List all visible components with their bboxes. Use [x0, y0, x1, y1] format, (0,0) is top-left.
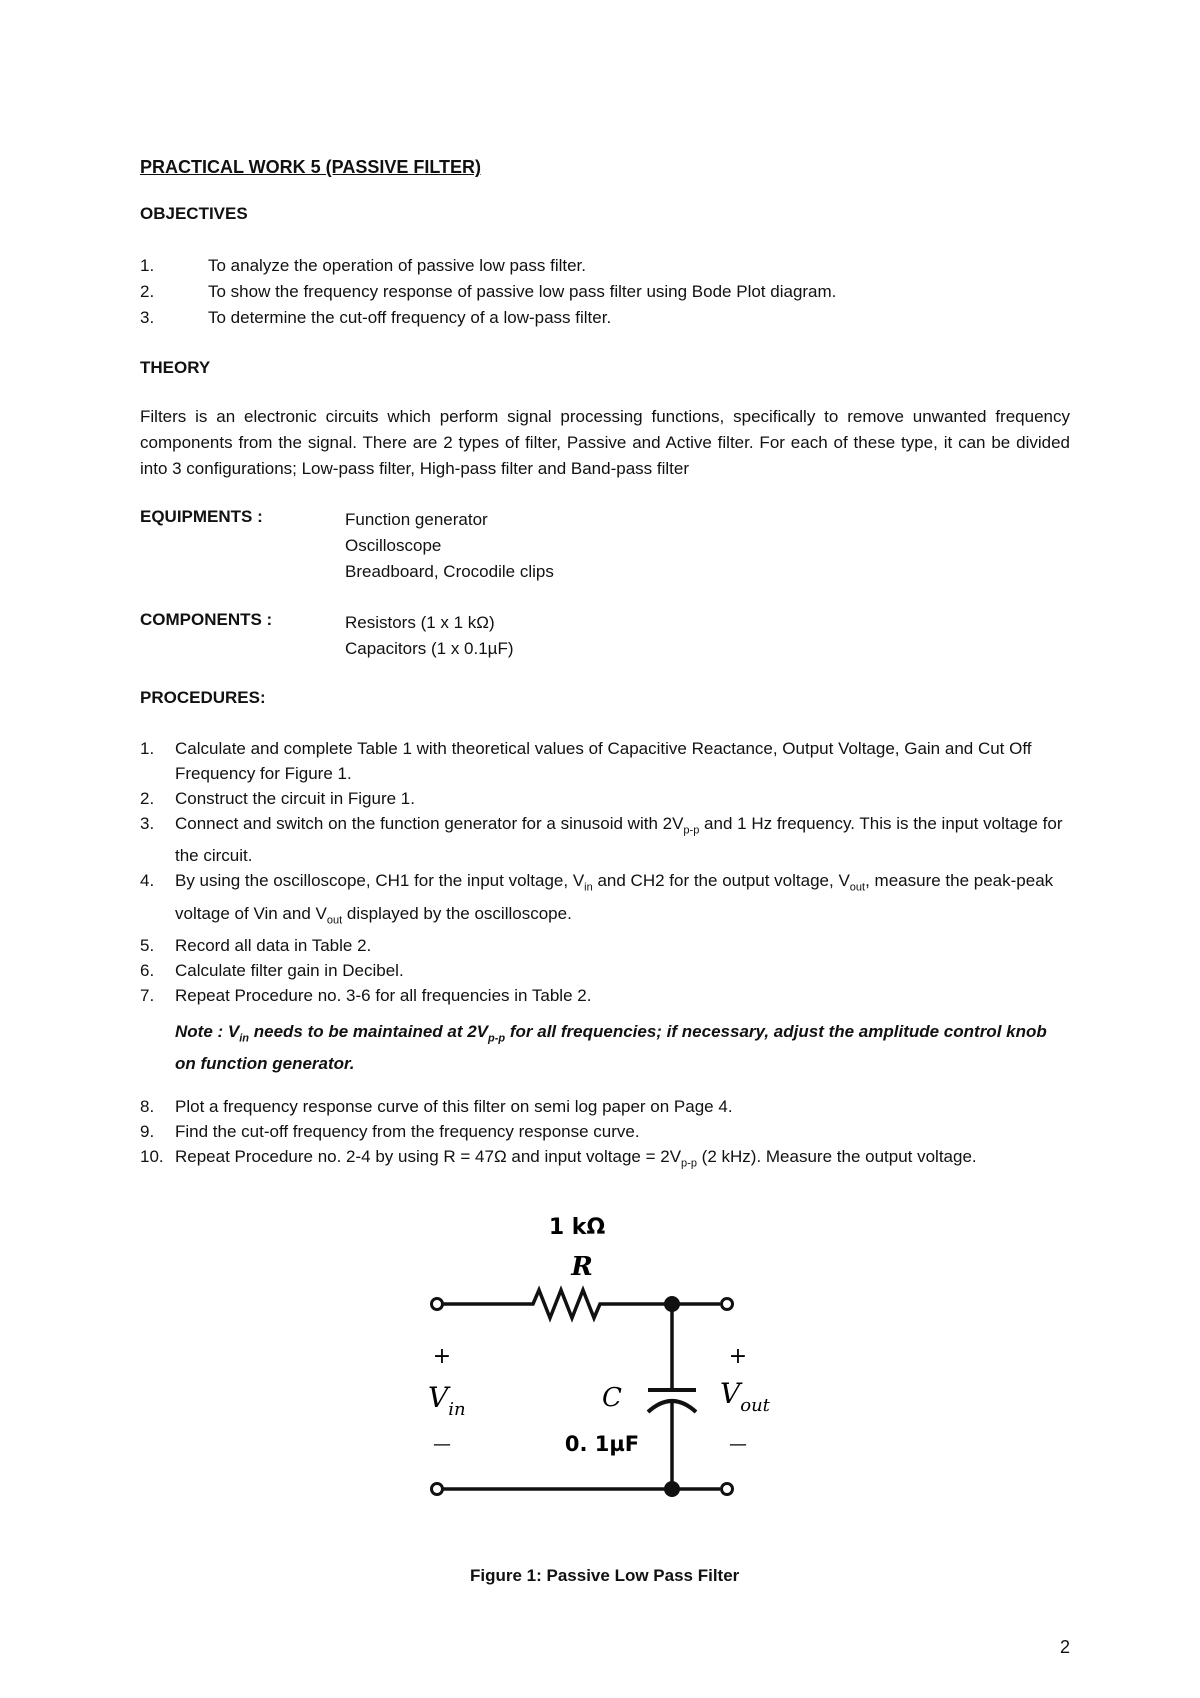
procedure-text: Record all data in Table 2. — [175, 936, 372, 956]
objective-item — [140, 256, 1040, 282]
vin-plus-sign: + — [432, 1344, 452, 1369]
objective-number: 1. — [140, 256, 155, 275]
procedure-text: Calculate and complete Table 1 with theoretical values of Capacitive Reactance, Output Voltage, Gain and Cut Off Frequency for Figure 1. — [175, 739, 1032, 783]
procedure-item — [140, 786, 1070, 811]
procedures-heading: PROCEDURES: — [140, 688, 266, 707]
objective-number: 2. — [140, 282, 155, 301]
vout-minus-sign: — — [729, 1434, 747, 1455]
procedure-item — [140, 983, 1070, 1008]
theory-heading: THEORY — [140, 358, 211, 377]
procedure-item — [140, 933, 1070, 958]
procedures-list-b — [140, 1094, 1080, 1176]
procedure-text: Construct the circuit in Figure 1. — [175, 789, 415, 808]
procedure-item — [140, 736, 1070, 786]
equipment-item: Oscilloscope — [345, 536, 442, 555]
resistor-value-label: 1 kΩ — [548, 1215, 606, 1240]
input-terminal-top — [432, 1299, 443, 1310]
objective-item — [140, 282, 1040, 308]
procedure-number: 4. — [140, 871, 155, 891]
procedure-text: Repeat Procedure no. 3-6 for all frequencies in Table 2. — [175, 986, 592, 1006]
component-item: Capacitors (1 x 0.1µF) — [345, 639, 514, 658]
procedure-number: 1. — [140, 739, 155, 758]
procedure-number: 9. — [140, 1122, 155, 1141]
objective-item — [140, 308, 1040, 334]
procedure-note: Note : $V_{in}$ needs to be maintained at $2V_{p-p}$ for all frequencies; if necessary, adjust the amplitude control knob on function generator. — [175, 1022, 1047, 1074]
procedure-item — [140, 1144, 1080, 1176]
figure-caption: Figure 1: Passive Low Pass Filter — [470, 1566, 740, 1585]
component-item: Resistors (1 x 1 kΩ) — [345, 613, 495, 632]
low-pass-filter-circuit — [420, 1200, 820, 1520]
theory-paragraph: Filters is an electronic circuits which perform signal processing functions, specifically to remove unwanted frequency components from the signal. There are 2 types of filter, Passive and Active filter. For each of these type, it can be divided into 3 configurations; Low-pass filter, High-pass filter and Band-pass filter — [140, 407, 1070, 478]
procedure-text: Plot a frequency response curve of this filter on semi log paper on Page 4. — [175, 1097, 733, 1116]
procedure-number: 2. — [140, 789, 155, 808]
procedure-number: 7. — [140, 986, 155, 1006]
objective-text: To determine the cut-off frequency of a low-pass filter. — [208, 308, 612, 327]
vout-label: $V_{out}$ — [720, 1377, 770, 1416]
procedure-text: By using the oscilloscope, CH1 for the input voltage, $V_{in}$ and CH2 for the output voltage, $V_{out}$, measure the peak-peak voltage of Vin and $V_{out}$ displayed by the oscilloscope. — [175, 871, 1054, 927]
procedure-number: 3. — [140, 814, 155, 833]
procedure-number: 8. — [140, 1097, 155, 1116]
node-dot-bottom — [664, 1481, 680, 1497]
procedure-text: Find the cut-off frequency from the frequency response curve. — [175, 1122, 640, 1141]
output-terminal-bottom — [722, 1484, 733, 1495]
objectives-list — [140, 256, 1040, 334]
procedure-item — [140, 1119, 1080, 1144]
vin-minus-sign: — — [433, 1434, 451, 1455]
objectives-heading: OBJECTIVES — [140, 204, 248, 223]
procedure-text: Repeat Procedure no. 2-4 by using R = 47Ω and input voltage = $2V_{p-p}$ (2 kHz). Measure the output voltage. — [175, 1147, 977, 1170]
vin-label: $V_{in}$ — [428, 1381, 466, 1420]
procedure-item — [140, 811, 1070, 868]
objective-number: 3. — [140, 308, 155, 327]
capacitor-symbol-label: C — [602, 1383, 622, 1413]
vout-plus-sign: + — [728, 1344, 748, 1369]
equipment-item: Function generator — [345, 510, 488, 529]
equipments-list — [345, 507, 554, 585]
components-label: COMPONENTS : — [140, 610, 273, 629]
capacitor-value-label: 0. 1µF — [564, 1432, 640, 1456]
page-title: PRACTICAL WORK 5 (PASSIVE FILTER) — [140, 157, 482, 177]
objective-text: To analyze the operation of passive low pass filter. — [208, 256, 586, 275]
equipment-item: Breadboard, Crocodile clips — [345, 562, 554, 581]
equipments-label: EQUIPMENTS : — [140, 507, 263, 526]
objective-text: To show the frequency response of passive low pass filter using Bode Plot diagram. — [208, 282, 837, 301]
procedure-number: 10. — [140, 1147, 164, 1166]
procedure-item — [140, 1094, 1080, 1119]
page-number: 2 — [1060, 1637, 1071, 1657]
procedure-text: Calculate filter gain in Decibel. — [175, 961, 404, 981]
procedure-item — [140, 868, 1070, 933]
procedure-number: 6. — [140, 961, 155, 981]
input-terminal-bottom — [432, 1484, 443, 1495]
procedure-number: 5. — [140, 936, 155, 956]
procedure-text: Connect and switch on the function generator for a sinusoid with $2V_{p-p}$ and 1 Hz frequency. This is the input voltage for the circuit. — [175, 814, 1063, 866]
procedure-item — [140, 958, 1070, 983]
resistor-symbol-label: R — [571, 1252, 593, 1282]
output-terminal-top — [722, 1299, 733, 1310]
procedures-list-a — [140, 736, 1070, 1008]
components-list — [345, 610, 514, 662]
